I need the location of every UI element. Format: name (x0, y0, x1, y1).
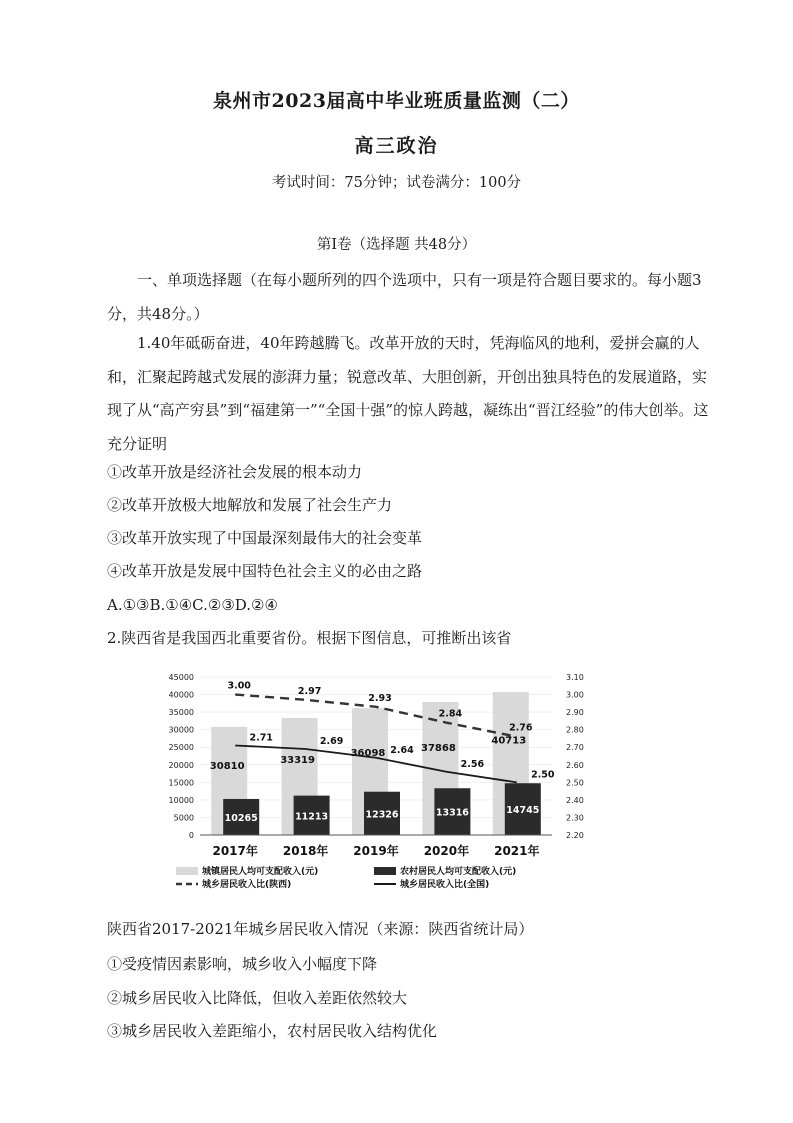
legend-label-urban: 城镇居民人均可支配收入(元) (202, 867, 319, 877)
left-axis-tick-label: 5000 (173, 813, 194, 823)
ratio-shaanxi-label: 2.93 (368, 692, 392, 704)
rural-income-label: 10265 (224, 812, 258, 824)
legend-swatch-rural (374, 867, 396, 875)
right-axis-tick-label: 2.20 (566, 831, 584, 840)
left-axis-tick-label: 15000 (168, 778, 194, 788)
exam-meta: 考试时间：75分钟；试卷满分：100分 (271, 175, 522, 191)
q1-option-3: ③改革开放实现了中国最深刻最伟大的社会变革 (107, 529, 423, 547)
rural-income-label: 13316 (435, 807, 469, 819)
left-axis-tick-label: 20000 (168, 760, 194, 770)
q2-option-2: ②城乡居民收入比降低，但收入差距依然较大 (107, 989, 408, 1007)
rural-income-label: 12326 (365, 809, 399, 821)
legend-label-ratio-shaanxi: 城乡居民收入比(陕西) (202, 880, 292, 890)
ratio-shaanxi-label: 2.97 (297, 685, 322, 697)
left-axis-tick-label: 35000 (168, 708, 194, 718)
x-axis-category-label: 2021年 (494, 844, 540, 858)
x-axis-category-label: 2017年 (212, 844, 258, 858)
chart-caption: 陕西省2017-2021年城乡居民收入情况（来源：陕西省统计局） (107, 920, 534, 938)
left-axis-tick-label: 30000 (168, 725, 194, 735)
ratio-national-label: 2.64 (390, 744, 414, 756)
q1-option-1: ①改革开放是经济社会发展的根本动力 (107, 463, 363, 481)
right-axis-tick-label: 2.80 (566, 725, 584, 735)
right-axis-tick-label: 2.30 (566, 813, 584, 823)
urban-income-label: 40713 (491, 735, 527, 747)
section-title: 第I卷（选择题 共48分） (316, 237, 477, 253)
q1-stem: 1.40年砥砺奋进，40年跨越腾飞。改革开放的天时，凭海临风的地利，爱拼会赢的人和，汇聚起跨越式发展的澎湃力量；锐意改革、大胆创新，开创出独具特色的发展道路，实现了从“高产穷县”到“福建第一”“全国十强”的惊人跨越，凝练出“晋江经验”的伟大创举。这充分证明 (107, 334, 709, 453)
ratio-national-label: 2.69 (319, 735, 344, 747)
legend-label-ratio-national: 城乡居民收入比(全国) (400, 880, 490, 890)
section-instruction: 一、单项选择题（在每小题所列的四个选项中，只有一项是符合题目要求的。每小题3分，共48分。） (107, 271, 702, 323)
ratio-shaanxi-label: 2.76 (509, 722, 533, 734)
q1-option-4: ④改革开放是发展中国特色社会主义的必由之路 (107, 562, 423, 580)
q2-option-3: ③城乡居民收入差距缩小，农村居民收入结构优化 (107, 1022, 438, 1040)
exam-subject: 高三政治 (354, 135, 439, 157)
urban-income-label: 37868 (421, 743, 456, 755)
urban-income-label: 36098 (350, 747, 386, 759)
right-axis-tick-label: 3.10 (566, 673, 584, 682)
right-axis-tick-label: 2.60 (566, 760, 584, 770)
urban-income-label: 30810 (209, 760, 245, 772)
q1-option-2: ②改革开放极大地解放和发展了社会生产力 (107, 496, 393, 514)
exam-title: 泉州市2023届高中毕业班质量监测（二） (213, 90, 580, 112)
left-axis-tick-label: 45000 (168, 673, 194, 682)
ratio-national-label: 2.50 (531, 769, 555, 781)
ratio-national-label: 2.71 (249, 732, 273, 744)
ratio-national-label: 2.56 (460, 758, 485, 770)
left-axis-tick-label: 40000 (168, 690, 194, 700)
left-axis-tick-label: 25000 (168, 743, 194, 753)
legend-label-rural: 农村居民人均可支配收入(元) (400, 867, 517, 877)
income-chart-svg (152, 655, 592, 905)
x-axis-category-label: 2019年 (353, 844, 399, 858)
right-axis-tick-label: 2.50 (566, 778, 584, 788)
legend-swatch-urban (176, 867, 198, 875)
x-axis-category-label: 2018年 (282, 844, 329, 858)
ratio-shaanxi-label: 3.00 (227, 680, 251, 692)
income-chart (152, 655, 592, 905)
right-axis-tick-label: 2.90 (566, 708, 584, 718)
right-axis-tick-label: 2.40 (566, 795, 584, 805)
rural-income-label: 11213 (295, 811, 329, 823)
q1-choices: A.①③B.①④C.②③D.②④ (107, 596, 278, 614)
ratio-shaanxi-label: 2.84 (438, 708, 463, 720)
q2-option-1: ①受疫情因素影响，城乡收入小幅度下降 (107, 955, 378, 973)
left-axis-tick-label: 10000 (168, 795, 194, 805)
left-axis-tick-label: 0 (188, 831, 194, 840)
right-axis-tick-label: 3.00 (566, 690, 584, 700)
urban-income-label: 33319 (280, 754, 315, 766)
q2-stem: 2.陕西省是我国西北重要省份。根据下图信息，可推断出该省 (107, 629, 512, 647)
right-axis-tick-label: 2.70 (566, 743, 584, 753)
x-axis-category-label: 2020年 (423, 844, 470, 858)
rural-income-label: 14745 (506, 805, 540, 817)
